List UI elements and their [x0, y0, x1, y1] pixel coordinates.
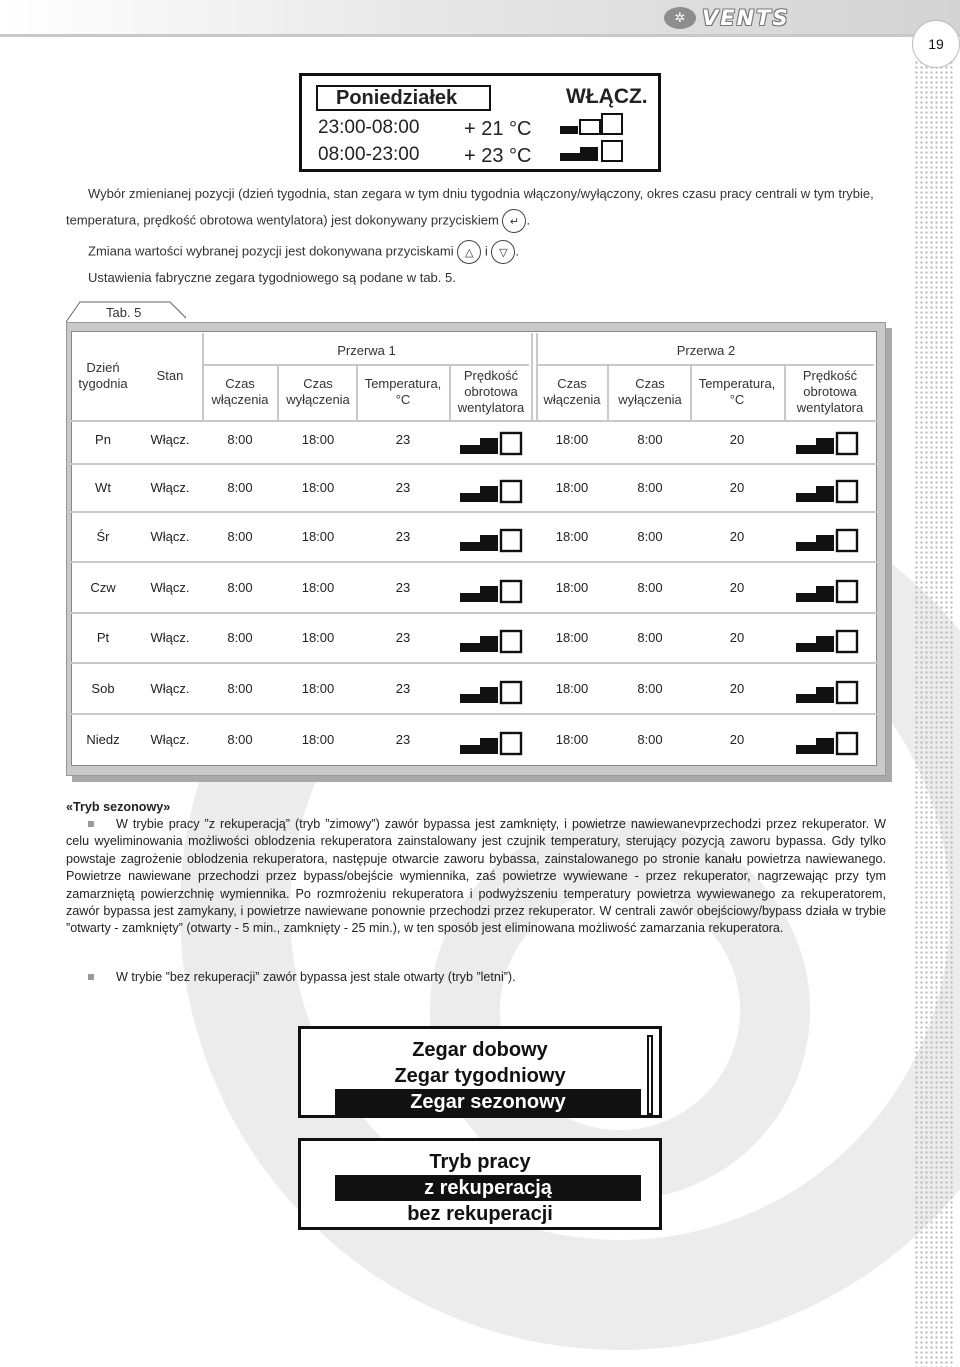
speed-indicator-icon [458, 478, 524, 504]
lcd-menu-mode [298, 1138, 662, 1230]
speed-indicator-icon [794, 578, 860, 604]
cell-off-2: 8:00 [637, 681, 663, 696]
col-rule [690, 364, 692, 420]
speed-indicator-icon [794, 478, 860, 504]
menu-item-with-recovery[interactable]: z rekuperacją [335, 1175, 641, 1201]
lcd-display-weekly [299, 73, 661, 172]
intro-line-1: Wybór zmienianej pozycji (dzień tygodnia, stan zegara w tym dniu tygodnia włączony/wyłączony, okres czasu pracy centrali w tym trybie, [88, 186, 874, 201]
cell-state: Włącz. [150, 432, 190, 447]
cell-temp-2: 20 [729, 529, 745, 544]
menu-item-daily[interactable]: Zegar dobowy [412, 1039, 548, 1061]
cell-day: Czw [90, 580, 116, 595]
up-arrow-icon: △ [457, 240, 481, 264]
header-rule-break1 [204, 364, 529, 366]
header-rule [0, 34, 960, 37]
header-on-time-1: Czas włączenia [211, 376, 269, 407]
lcd-status: WŁĄCZ. [566, 85, 648, 108]
header-off-time-1: Czas wyłączenia [286, 376, 350, 407]
speed-indicator-icon [458, 679, 524, 705]
cell-temp-2: 20 [729, 432, 745, 447]
cell-on-2: 18:00 [555, 480, 589, 495]
cell-on-2: 18:00 [555, 432, 589, 447]
cell-on-1: 8:00 [227, 732, 253, 747]
cell-off-2: 8:00 [637, 580, 663, 595]
lcd-temp-2: + 23 °C [464, 145, 532, 167]
header-temperature-1: Temperatura, °C [364, 376, 442, 407]
cell-on-1: 8:00 [227, 432, 253, 447]
cell-off-2: 8:00 [637, 630, 663, 645]
bullet-icon [88, 974, 94, 980]
table-label: Tab. 5 [106, 305, 142, 320]
intro-line-3-and: i [484, 243, 488, 259]
cell-on-2: 18:00 [555, 630, 589, 645]
header-rule-break2 [538, 364, 874, 366]
cell-on-1: 8:00 [227, 580, 253, 595]
speed-indicator-icon [794, 430, 860, 456]
cell-day: Pt [96, 630, 110, 645]
cell-temp-2: 20 [729, 580, 745, 595]
cell-temp-2: 20 [729, 681, 745, 696]
cell-off-1: 18:00 [301, 630, 335, 645]
menu-title-mode: Tryb pracy [429, 1151, 531, 1173]
down-arrow-icon: ▽ [491, 240, 515, 264]
cell-state: Włącz. [150, 529, 190, 544]
intro-line-3 [88, 240, 519, 264]
row-rule [71, 463, 877, 465]
speed-indicator-icon [458, 430, 524, 456]
cell-state: Włącz. [150, 480, 190, 495]
menu-item-seasonal[interactable]: Zegar sezonowy [335, 1089, 641, 1115]
cell-on-2: 18:00 [555, 732, 589, 747]
row-rule [71, 662, 877, 664]
cell-temp-1: 23 [395, 681, 411, 696]
col-rule [784, 364, 786, 420]
cell-off-1: 18:00 [301, 732, 335, 747]
menu-item-weekly[interactable]: Zegar tygodniowy [394, 1065, 566, 1087]
cell-off-1: 18:00 [301, 580, 335, 595]
cell-temp-2: 20 [729, 732, 745, 747]
lcd-temp-1: + 21 °C [464, 118, 532, 140]
speed-indicator-icon [458, 527, 524, 553]
lcd-day: Poniedziałek [316, 85, 491, 111]
lcd-time-1: 23:00-08:00 [318, 117, 420, 138]
cell-temp-1: 23 [395, 630, 411, 645]
lcd-menu-clock [298, 1026, 662, 1118]
cell-state: Włącz. [150, 732, 190, 747]
cell-temp-2: 20 [729, 630, 745, 645]
cell-on-1: 8:00 [227, 681, 253, 696]
cell-on-1: 8:00 [227, 630, 253, 645]
cell-on-2: 18:00 [555, 681, 589, 696]
col-rule [356, 364, 358, 420]
col-rule [202, 333, 204, 420]
intro-line-2-text: temperatura, prędkość obrotowa wentylatora) jest dokonywany przyciskiem [66, 212, 499, 228]
seasonal-paragraph-1-text: W trybie pracy ”z rekuperacją” (tryb ”zimowy”) zawór bypassa jest zamknięty, i powietrze nawiewanevprzechodzi przez rekuperator. W celu wyeliminowania możliwości oblodzenia rekuperatora zainstalowany jest czujnik temperatury, sterujący pozycją zaworu bypassa. Gdy tylko powstaje zagrożenie oblodzenia rekuperatora, następuje otwarcie zaworu bybassa, zainstalowanego po stronie kanału powietrza nawiewanego. Powietrze nawiewane przechodzi przez bypass/obejście wymiennika, zaś powietrze wywiewane - przez rekuperator, nagrzewając przy tym zamarzniętą powierzchnię wymiennika. Po rozmrożeniu rekuperatora i podwyższeniu temperatury powietrza wywiewanego za rekuperatorem, zawór bypassa jest zamykany, i powietrze nawiewane ponownie przechodzi przez rekuperator. W centrali zawór obejściowy/bypass działa w trybie ”otwarty - zamknięty” (otwarty - 5 min., zamknięty - 25 min.), w ten sposób jest eliminowana możliwość zamarzania rekuperatora. [66, 817, 886, 936]
cell-state: Włącz. [150, 681, 190, 696]
row-rule [71, 511, 877, 513]
intro-line-3-end: . [515, 243, 519, 259]
brand-name: VENTS [702, 6, 790, 30]
cell-off-1: 18:00 [301, 432, 335, 447]
row-rule [71, 561, 877, 563]
header-on-time-2: Czas włączenia [543, 376, 601, 407]
header-state: Stan [156, 368, 184, 383]
intro-line-4: Ustawienia fabryczne zegara tygodniowego są podane w tab. 5. [88, 270, 456, 285]
fan-icon: ✲ [664, 7, 696, 29]
seasonal-paragraph-2 [66, 969, 886, 986]
cell-off-2: 8:00 [637, 732, 663, 747]
cell-day: Sob [91, 681, 115, 696]
speed-indicator-icon [458, 628, 524, 654]
lcd-time-2: 08:00-23:00 [318, 144, 420, 165]
cell-day: Wt [95, 480, 111, 495]
row-rule [71, 612, 877, 614]
brand-logo [664, 6, 824, 30]
row-rule [71, 713, 877, 715]
seasonal-title: «Tryb sezonowy» [66, 800, 171, 814]
cell-off-1: 18:00 [301, 681, 335, 696]
speed-indicator-icon [558, 139, 624, 163]
cell-temp-1: 23 [395, 529, 411, 544]
cell-temp-2: 20 [729, 480, 745, 495]
intro-line-2-end: . [526, 212, 531, 228]
header-speed-2: Prędkość obrotowa wentylatora [796, 368, 864, 415]
cell-on-2: 18:00 [555, 529, 589, 544]
header-off-time-2: Czas wyłączenia [618, 376, 682, 407]
col-rule [607, 364, 609, 420]
col-rule [536, 333, 538, 420]
cell-on-1: 8:00 [227, 480, 253, 495]
cell-off-1: 18:00 [301, 480, 335, 495]
col-rule [531, 333, 533, 420]
header-break-1: Przerwa 1 [337, 343, 396, 358]
header-break-2: Przerwa 2 [676, 343, 736, 358]
cell-temp-1: 23 [395, 580, 411, 595]
intro-line-3-text: Zmiana wartości wybranej pozycji jest dokonywana przyciskami [88, 243, 454, 259]
intro-line-2 [66, 209, 530, 233]
cell-off-2: 8:00 [637, 529, 663, 544]
cell-state: Włącz. [150, 630, 190, 645]
cell-off-1: 18:00 [301, 529, 335, 544]
seasonal-paragraph-1 [66, 816, 886, 938]
speed-indicator-icon [458, 730, 524, 756]
speed-indicator-icon [794, 628, 860, 654]
speed-indicator-icon [794, 527, 860, 553]
speed-indicator-icon [794, 730, 860, 756]
header-speed-1: Prędkość obrotowa wentylatora [457, 368, 525, 415]
speed-indicator-icon [558, 112, 624, 136]
page-number: 19 [912, 20, 960, 68]
col-rule [449, 364, 451, 420]
cell-on-2: 18:00 [555, 580, 589, 595]
menu-scrollbar [647, 1035, 653, 1115]
cell-temp-1: 23 [395, 432, 411, 447]
cell-temp-1: 23 [395, 480, 411, 495]
cell-day: Niedz [86, 732, 120, 747]
header-temperature-2: Temperatura, °C [698, 376, 776, 407]
cell-off-2: 8:00 [637, 480, 663, 495]
cell-state: Włącz. [150, 580, 190, 595]
seasonal-paragraph-2-text: W trybie ”bez rekuperacji” zawór bypassa jest stale otwarty (tryb ”letni”). [116, 970, 516, 984]
enter-icon: ↵ [502, 209, 526, 233]
cell-on-1: 8:00 [227, 529, 253, 544]
side-dot-pattern [914, 60, 954, 1367]
cell-day: Pn [95, 432, 111, 447]
menu-item-without-recovery[interactable]: bez rekuperacji [407, 1203, 553, 1225]
cell-temp-1: 23 [395, 732, 411, 747]
header-day: Dzień tygodnia [78, 360, 128, 391]
bullet-icon [88, 821, 94, 827]
col-rule [277, 364, 279, 420]
header-bottom-rule [71, 420, 877, 422]
cell-off-2: 8:00 [637, 432, 663, 447]
speed-indicator-icon [794, 679, 860, 705]
speed-indicator-icon [458, 578, 524, 604]
cell-day: Śr [96, 529, 110, 544]
